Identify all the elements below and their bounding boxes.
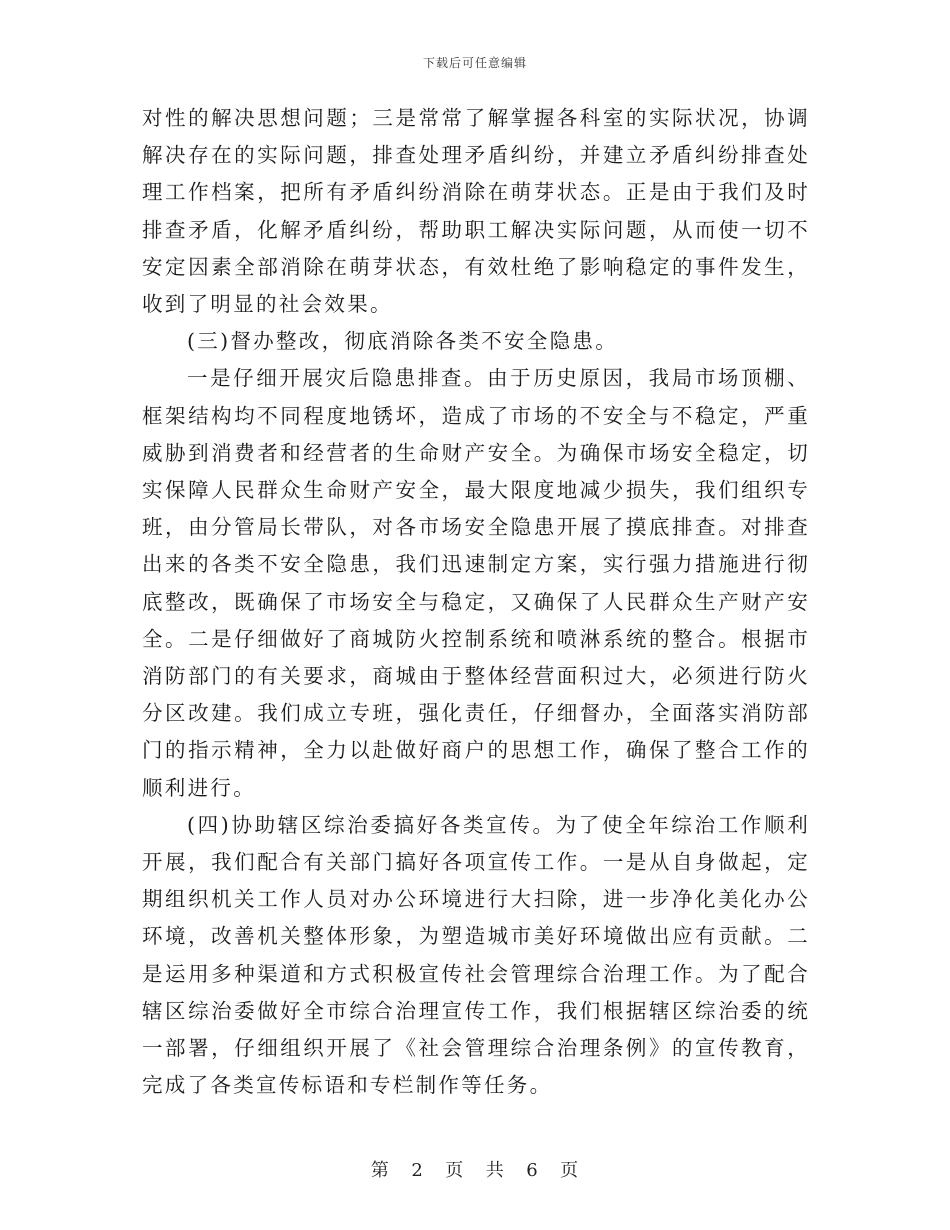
page-current: 2 — [411, 1160, 424, 1181]
page-label-suffix: 页 — [560, 1160, 580, 1181]
header-note: 下载后可任意编辑 — [422, 56, 527, 70]
page-label-prefix: 第 — [370, 1160, 390, 1181]
page-footer — [0, 1156, 950, 1182]
page-total-prefix: 共 — [485, 1160, 505, 1181]
paragraph-3: 一是仔细开展灾后隐患排查。由于历史原因，我局市场顶棚、框架结构均不同程度地锈坏，造成了市场的不安全与不稳定，严重威胁到消费者和经营者的生命财产安全。为确保市场安全稳定，切实保障人民群众生命财产安全，最大限度地减少损失，我们组织专班，由分管局长带队，对各市场安全隐患开展了摸底排查。对排查出来的各类不安全隐患，我们迅速制定方案，实行强力措施进行彻底整改，既确保了市场安全与稳定，又确保了人民群众生产财产安全。二是仔细做好了商城防火控制系统和喷淋系统的整合。根据市消防部门的有关要求，商城由于整体经营面积过大，必须进行防火分区改建。我们成立专班，强化责任，仔细督办，全面落实消防部门的指示精神，全力以赴做好商户的思想工作，确保了整合工作的顺利进行。 — [142, 366, 810, 800]
paragraph-1: 对性的解决思想问题；三是常常了解掌握各科室的实际状况，协调解决存在的实际问题，排查处理矛盾纠纷，并建立矛盾纠纷排查处理工作档案，把所有矛盾纠纷消除在萌芽状态。正是由于我们及时排查矛盾，化解矛盾纠纷，帮助职工解决实际问题，从而使一切不安定因素全部消除在萌芽状态，有效杜绝了影响稳定的事件发生，收到了明显的社会效果。 — [142, 106, 810, 317]
paragraph-4: (四)协助辖区综治委搞好各类宣传。为了使全年综治工作顺利开展，我们配合有关部门搞好各项宣传工作。一是从自身做起，定期组织机关工作人员对办公环境进行大扫除，进一步净化美化办公环境，改善机关整体形象，为塑造城市美好环境做出应有贡献。二是运用多种渠道和方式积极宣传社会管理综合治理工作。为了配合辖区综治委做好全市综合治理宣传工作，我们根据辖区综治委的统一部署，仔细组织开展了《社会管理综合治理条例》的宣传教育，完成了各类宣传标语和专栏制作等任务。 — [142, 812, 810, 1098]
page-total: 6 — [526, 1160, 539, 1181]
page-label-mid: 页 — [445, 1160, 465, 1181]
paragraph-2-heading: (三)督办整改，彻底消除各类不安全隐患。 — [187, 329, 618, 354]
document-body — [142, 100, 810, 1104]
